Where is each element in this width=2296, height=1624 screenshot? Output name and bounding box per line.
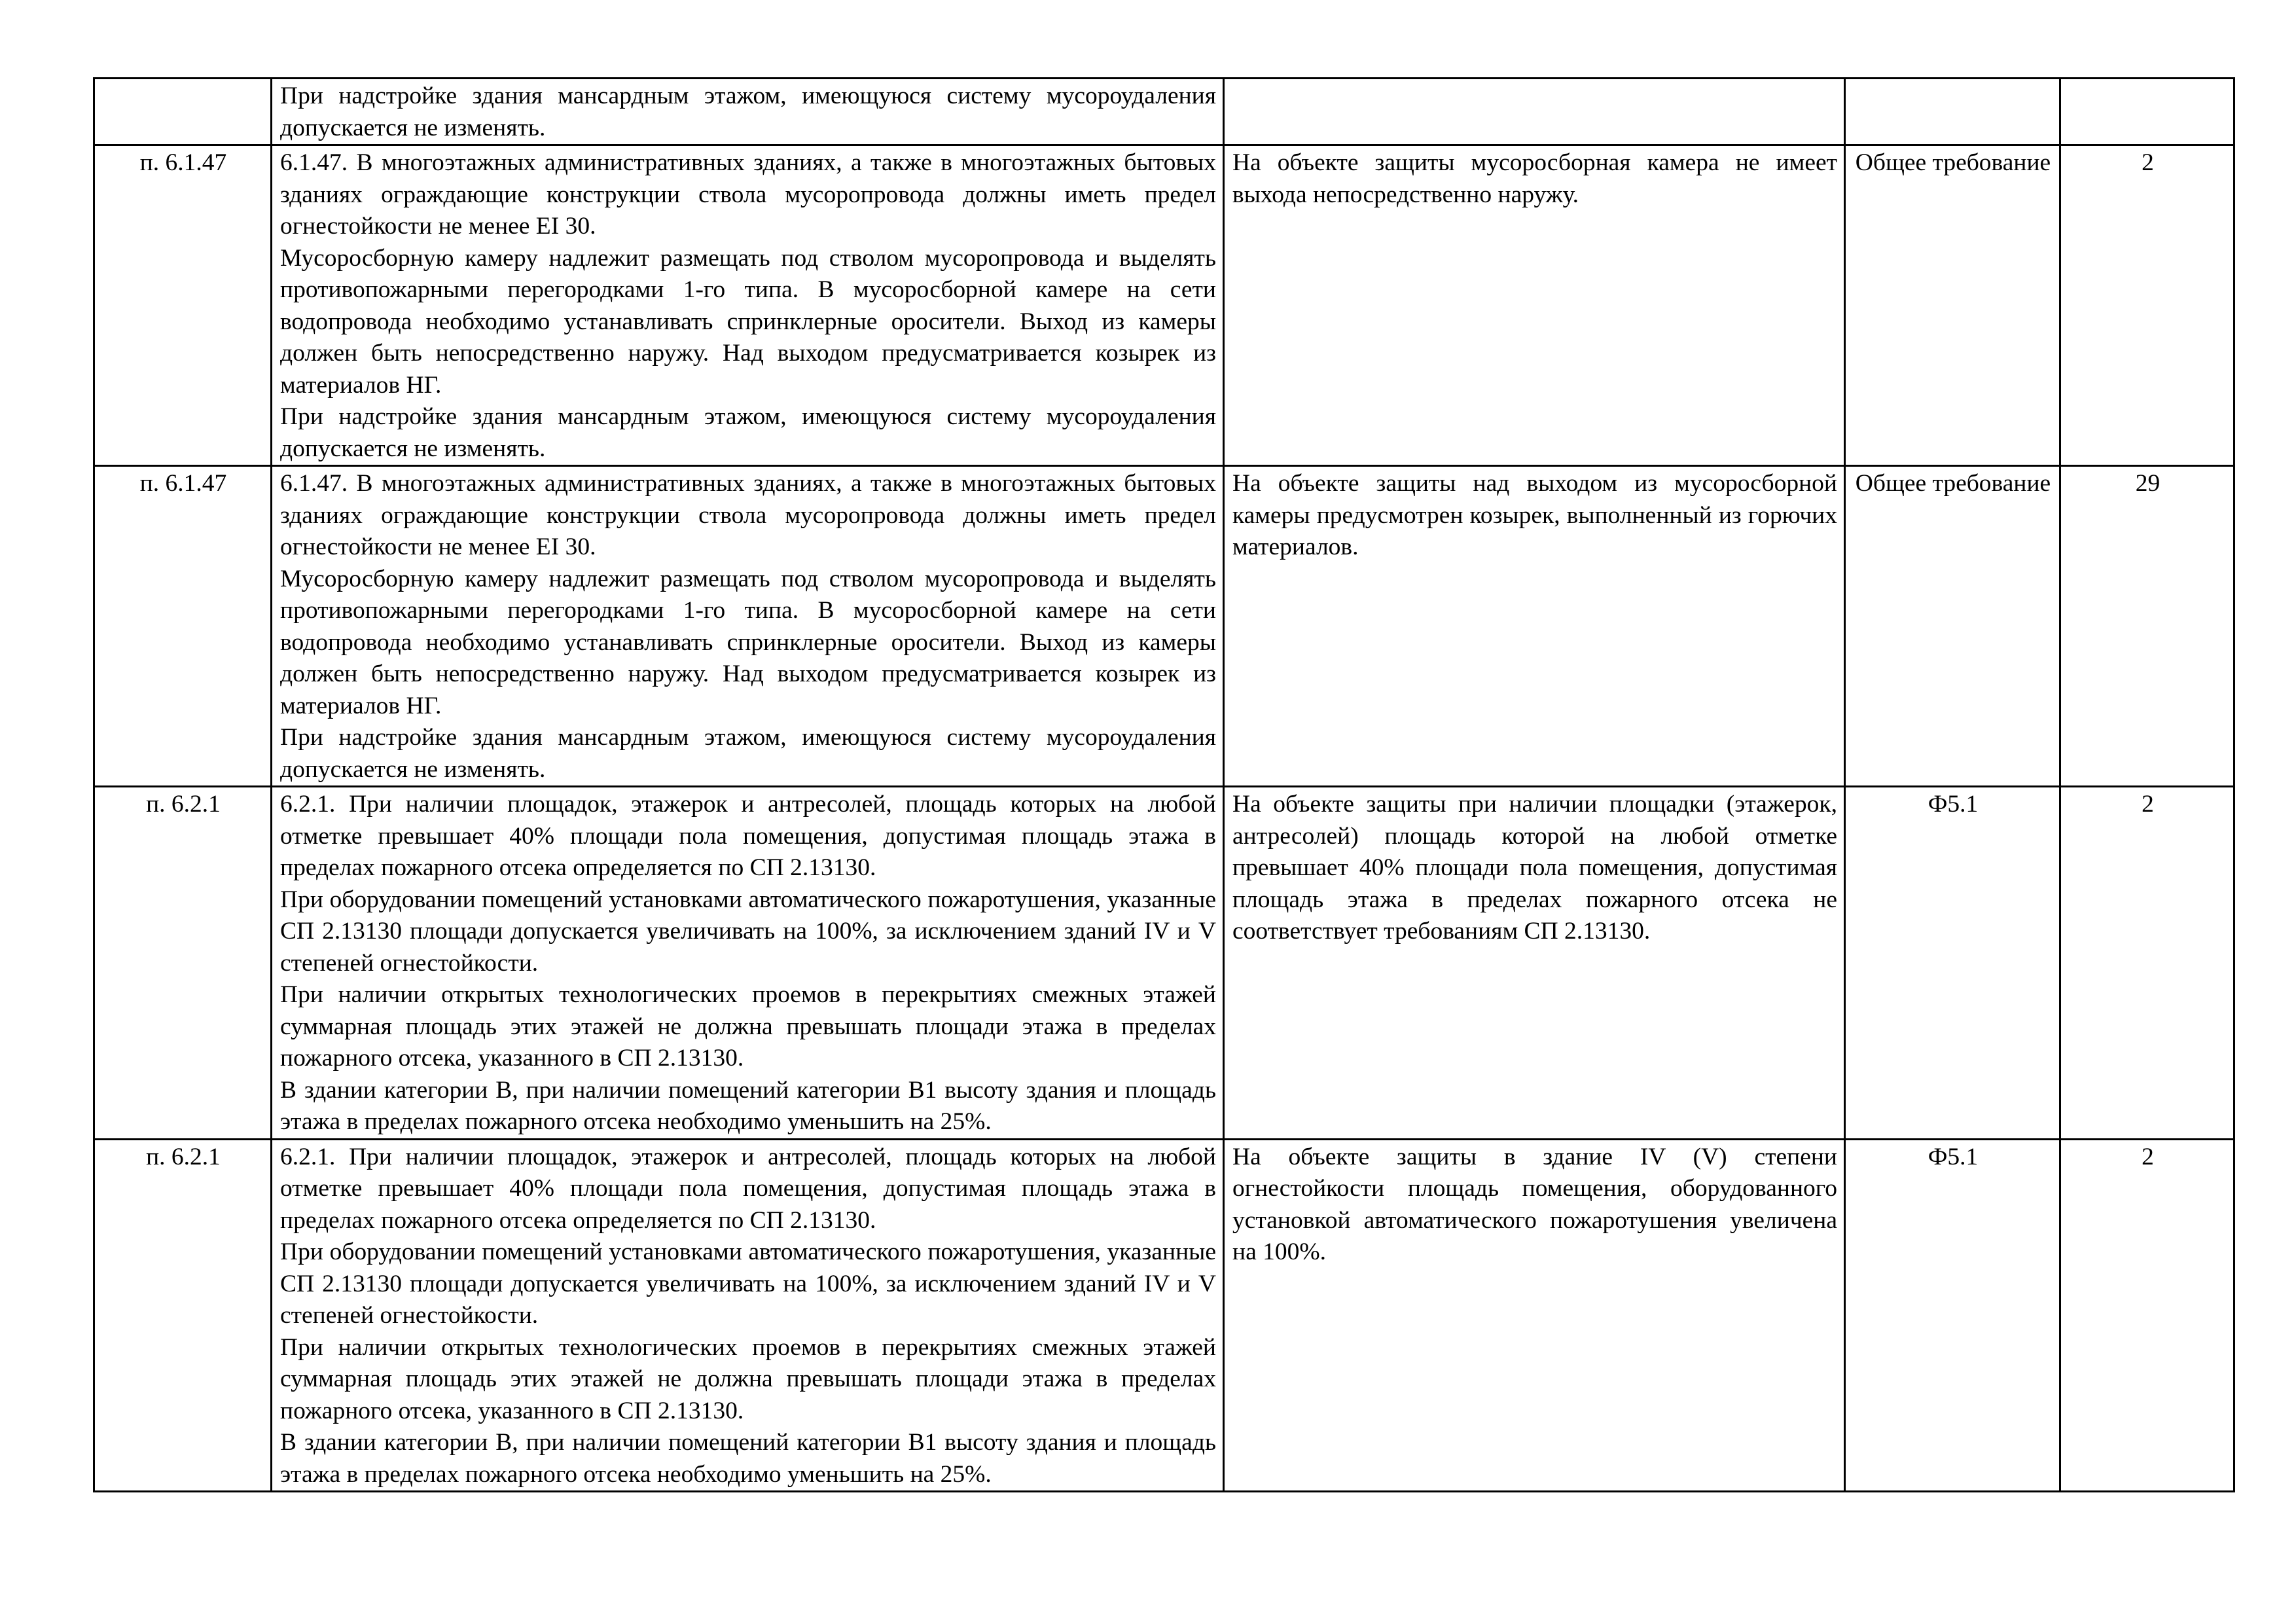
norm-text-cell [272,1139,1224,1492]
classification-cell: Общее требование [1845,145,2060,466]
norm-point-cell [94,79,272,145]
norm-paragraph: При наличии открытых технологических проемов в перекрытиях смежных этажей суммарная площадь этих этажей не должна превышать площади этажа в пределах пожарного отсека, указанного в СП 2.13130. [280,1333,1216,1424]
table-row [94,79,2234,145]
norm-paragraph: При наличии открытых технологических проемов в перекрытиях смежных этажей суммарная площадь этих этажей не должна превышать площади этажа в пределах пожарного отсека, указанного в СП 2.13130. [280,981,1216,1072]
violation-cell: На объекте защиты мусоросборная камера не имеет выхода непосредственно наружу. [1224,145,1845,466]
table-row [94,466,2234,787]
norm-paragraph: Мусоросборную камеру надлежит размещать под стволом мусоропровода и выделять противопожарными перегородками 1-го типа. В мусоросборной камере на сети водопровода необходимо устанавливать спринклерные оросители. Выход из камеры должен быть непосредственно наружу. Над выходом предусматривается козырек из материалов НГ. [280,244,1216,399]
norm-text-cell [272,79,1224,145]
violation-cell: На объекте защиты при наличии площадки (этажерок, антресолей) площадь которой на любой отметке превышает 40% площади пола помещения, допустимая площадь этажа в пределах пожарного отсека не соответствует требованиям СП 2.13130. [1224,787,1845,1140]
number-cell: 2 [2060,145,2234,466]
norm-point-cell: п. 6.2.1 [94,1139,272,1492]
norm-paragraph: В здании категории В, при наличии помещений категории В1 высоту здания и площадь этажа в пределах пожарного отсека необходимо уменьшить на 25%. [280,1429,1216,1488]
norm-paragraph: При надстройке здания мансардным этажом, имеющуюся систему мусороудаления допускается не изменять. [280,724,1216,783]
norm-paragraph: 6.2.1. При наличии площадок, этажерок и антресолей, площадь которых на любой отметке превышает 40% площади пола помещения, допустимая площадь этажа в пределах пожарного отсека определяется по СП 2.13130. [280,791,1216,881]
norm-text-cell [272,787,1224,1140]
norm-paragraph: 6.2.1. При наличии площадок, этажерок и антресолей, площадь которых на любой отметке превышает 40% площади пола помещения, допустимая площадь этажа в пределах пожарного отсека определяется по СП 2.13130. [280,1143,1216,1234]
violation-cell: На объекте защиты в здание IV (V) степени огнестойкости площадь помещения, оборудованного установкой автоматического пожаротушения увеличена на 100%. [1224,1139,1845,1492]
norm-point-cell: п. 6.1.47 [94,145,272,466]
number-cell [2060,79,2234,145]
number-cell: 29 [2060,466,2234,787]
table-row [94,787,2234,1140]
norm-paragraph: При оборудовании помещений установками автоматического пожаротушения, указанные СП 2.13130 площади допускается увеличивать на 100%, за исключением зданий IV и V степеней огнестойкости. [280,1238,1216,1329]
classification-cell: Ф5.1 [1845,787,2060,1140]
classification-cell [1845,79,2060,145]
requirements-table [93,77,2235,1492]
norm-text-cell [272,466,1224,787]
norm-paragraph: При надстройке здания мансардным этажом, имеющуюся систему мусороудаления допускается не изменять. [280,403,1216,462]
classification-cell: Общее требование [1845,466,2060,787]
number-cell: 2 [2060,787,2234,1140]
table-row [94,145,2234,466]
norm-paragraph: При надстройке здания мансардным этажом, имеющуюся систему мусороудаления допускается не изменять. [280,82,1216,141]
norm-paragraph: 6.1.47. В многоэтажных административных зданиях, а также в многоэтажных бытовых зданиях ограждающие конструкции ствола мусоропровода должны иметь предел огнестойкости не менее EI 30. [280,470,1216,560]
violation-cell: На объекте защиты над выходом из мусоросборной камеры предусмотрен козырек, выполненный из горючих материалов. [1224,466,1845,787]
norm-point-cell: п. 6.2.1 [94,787,272,1140]
norm-paragraph: В здании категории В, при наличии помещений категории В1 высоту здания и площадь этажа в пределах пожарного отсека необходимо уменьшить на 25%. [280,1076,1216,1135]
violation-cell [1224,79,1845,145]
number-cell: 2 [2060,1139,2234,1492]
norm-text-cell [272,145,1224,466]
norm-paragraph: При оборудовании помещений установками автоматического пожаротушения, указанные СП 2.13130 площади допускается увеличивать на 100%, за исключением зданий IV и V степеней огнестойкости. [280,886,1216,977]
norm-paragraph: Мусоросборную камеру надлежит размещать под стволом мусоропровода и выделять противопожарными перегородками 1-го типа. В мусоросборной камере на сети водопровода необходимо устанавливать спринклерные оросители. Выход из камеры должен быть непосредственно наружу. Над выходом предусматривается козырек из материалов НГ. [280,565,1216,719]
norm-point-cell: п. 6.1.47 [94,466,272,787]
norm-paragraph: 6.1.47. В многоэтажных административных зданиях, а также в многоэтажных бытовых зданиях ограждающие конструкции ствола мусоропровода должны иметь предел огнестойкости не менее EI 30. [280,149,1216,240]
table-row [94,1139,2234,1492]
classification-cell: Ф5.1 [1845,1139,2060,1492]
